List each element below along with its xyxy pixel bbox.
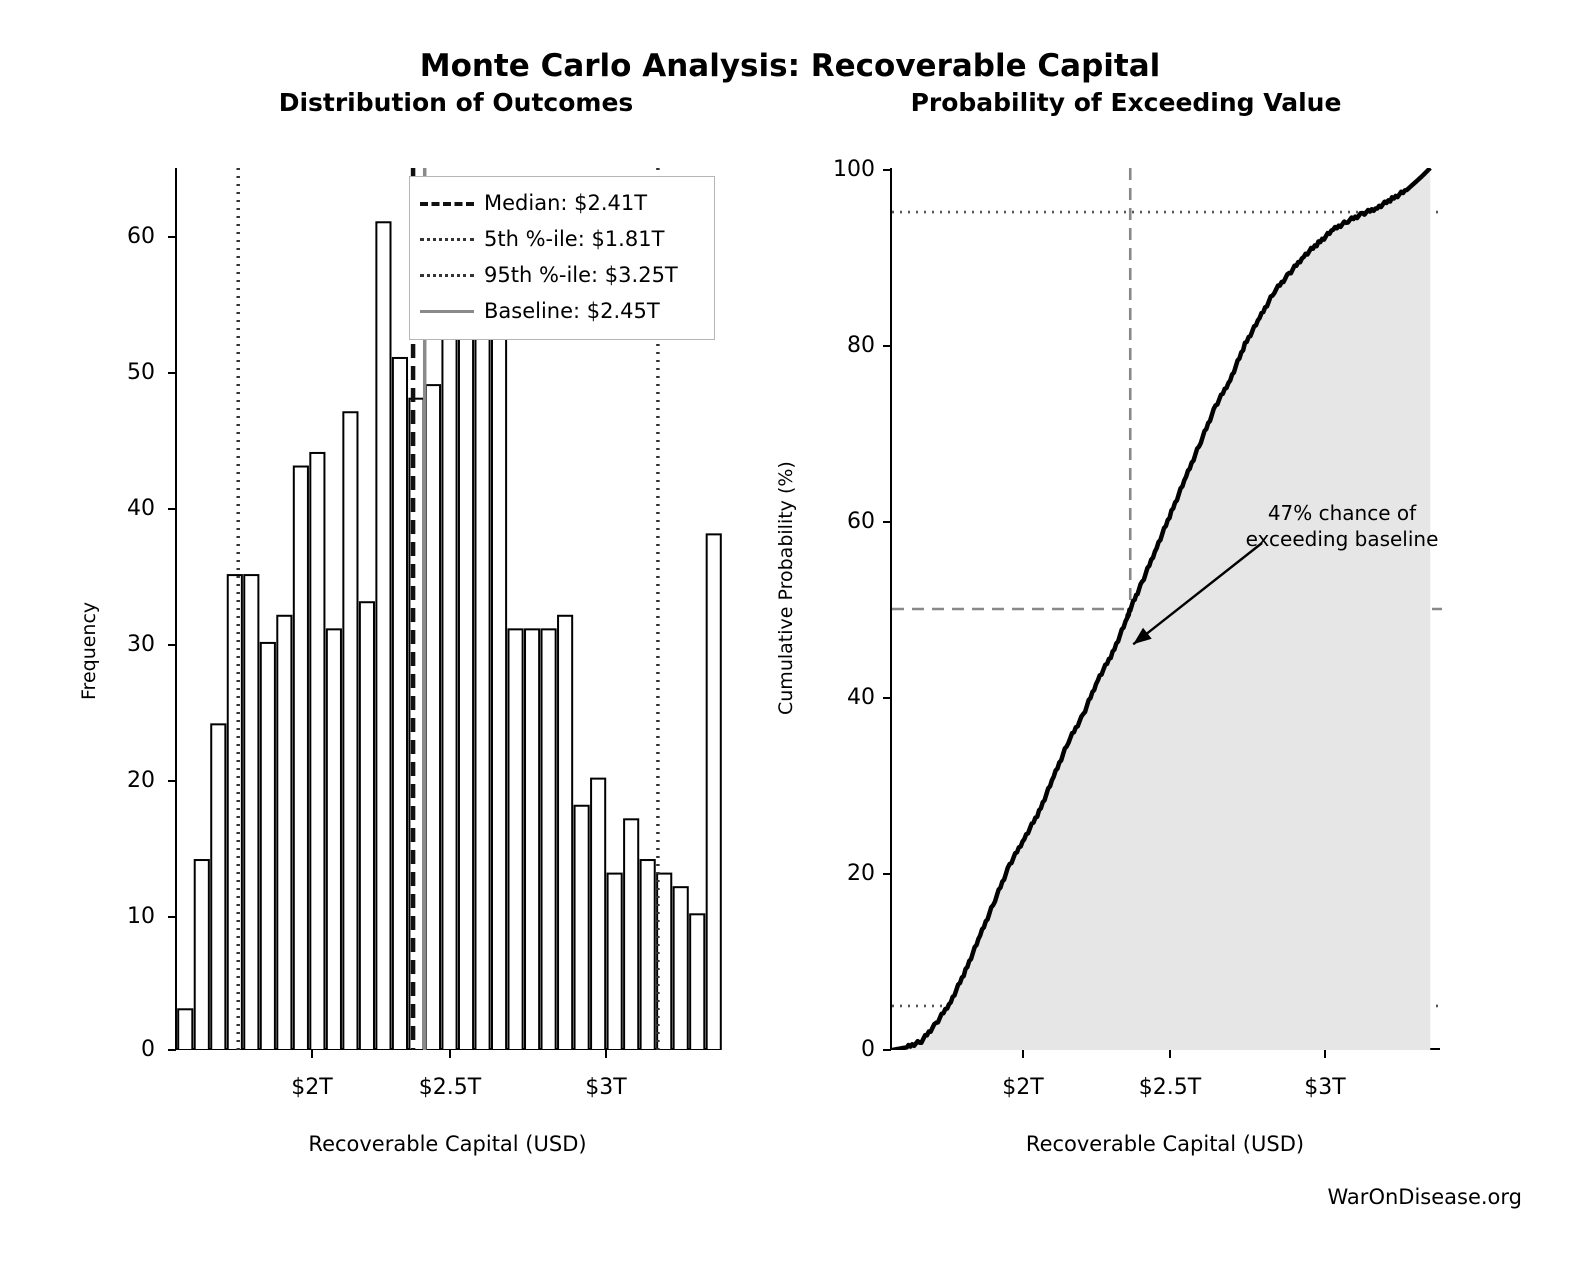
left-ytick-50: 50 (127, 360, 155, 385)
cdf-annotation-line1: 47% chance of (1267, 501, 1417, 525)
right-xtick-3T: $3T (1304, 1075, 1346, 1100)
left-ytick-30: 30 (127, 632, 155, 657)
hist-bar (426, 385, 440, 1050)
dashed-line-icon (420, 193, 474, 213)
cdf-plot (892, 168, 1442, 1050)
hist-bar (360, 602, 374, 1050)
hist-bar (277, 616, 291, 1050)
dotted-line-icon-2 (420, 265, 474, 285)
left-ytick-20: 20 (127, 768, 155, 793)
right-ytick-60: 60 (847, 509, 875, 534)
left-xtickmark-2T (311, 1050, 313, 1058)
left-xtick-2.5T: $2.5T (418, 1075, 482, 1100)
legend-label-baseline: Baseline: $2.45T (484, 299, 660, 323)
right-ytick-0: 0 (861, 1037, 875, 1062)
left-xtickmark-2.5T (449, 1050, 451, 1058)
figure-title: Monte Carlo Analysis: Recoverable Capital (419, 48, 1161, 84)
hist-bar (244, 575, 258, 1050)
right-xtick-2.5T: $2.5T (1138, 1075, 1202, 1100)
hist-bar (327, 629, 341, 1050)
left-x-axis-label: Recoverable Capital (USD) (308, 1132, 587, 1156)
hist-bar (376, 222, 390, 1050)
hist-bar (641, 860, 655, 1050)
hist-bar (343, 412, 357, 1050)
hist-bar (442, 277, 456, 1050)
hist-bar (624, 819, 638, 1050)
solid-line-icon (420, 301, 474, 321)
hist-bar (608, 874, 622, 1050)
left-ytick-0: 0 (141, 1037, 155, 1062)
hist-bar (525, 629, 539, 1050)
hist-bar (674, 887, 688, 1050)
legend-label-p95: 95th %-ile: $3.25T (484, 263, 678, 287)
hist-bar (261, 643, 275, 1050)
hist-bar (178, 1009, 192, 1050)
right-ytick-80: 80 (847, 333, 875, 358)
right-ytick-100: 100 (833, 157, 875, 182)
hist-bar (310, 453, 324, 1050)
left-ytick-10: 10 (127, 904, 155, 929)
cdf-axes (890, 168, 1440, 1050)
right-xtickmark-2T (1022, 1050, 1024, 1058)
legend-item-baseline (420, 293, 704, 329)
cdf-annotation (1222, 500, 1462, 552)
right-x-axis-label: Recoverable Capital (USD) (1025, 1132, 1305, 1156)
right-y-axis-label: Cumulative Probability (%) (775, 461, 797, 715)
left-ytick-40: 40 (127, 496, 155, 521)
hist-bar (228, 575, 242, 1050)
legend-item-median (420, 185, 704, 221)
hist-bar (509, 629, 523, 1050)
left-xtick-3T: $3T (585, 1075, 627, 1100)
legend-label-median: Median: $2.41T (484, 191, 648, 215)
right-panel-title: Probability of Exceeding Value (910, 88, 1342, 117)
right-ytick-20: 20 (847, 861, 875, 886)
legend (409, 176, 715, 340)
left-panel-title: Distribution of Outcomes (278, 88, 634, 117)
hist-bar (211, 724, 225, 1050)
left-ytick-60: 60 (127, 224, 155, 249)
hist-bar (542, 629, 556, 1050)
hist-bar (591, 779, 605, 1050)
hist-bar (492, 331, 506, 1050)
left-xtickmark-3T (605, 1050, 607, 1058)
legend-item-p5 (420, 221, 704, 257)
right-xtickmark-3T (1324, 1050, 1326, 1058)
footer-credit: WarOnDisease.org (1327, 1185, 1522, 1209)
left-xtick-2T: $2T (291, 1075, 333, 1100)
cdf-annotation-line2: exceeding baseline (1245, 527, 1439, 551)
hist-bar (558, 616, 572, 1050)
hist-bar (690, 914, 704, 1050)
hist-bar (294, 467, 308, 1050)
dotted-line-icon (420, 229, 474, 249)
right-xtickmark-2.5T (1169, 1050, 1171, 1058)
hist-bar (393, 358, 407, 1050)
legend-item-p95 (420, 257, 704, 293)
hist-bar (575, 806, 589, 1050)
right-xtick-2T: $2T (1002, 1075, 1044, 1100)
hist-bar (475, 331, 489, 1050)
legend-label-p5: 5th %-ile: $1.81T (484, 227, 665, 251)
hist-bar (195, 860, 209, 1050)
right-ytick-40: 40 (847, 685, 875, 710)
left-y-axis-label: Frequency (78, 601, 100, 700)
hist-bar (707, 534, 721, 1050)
